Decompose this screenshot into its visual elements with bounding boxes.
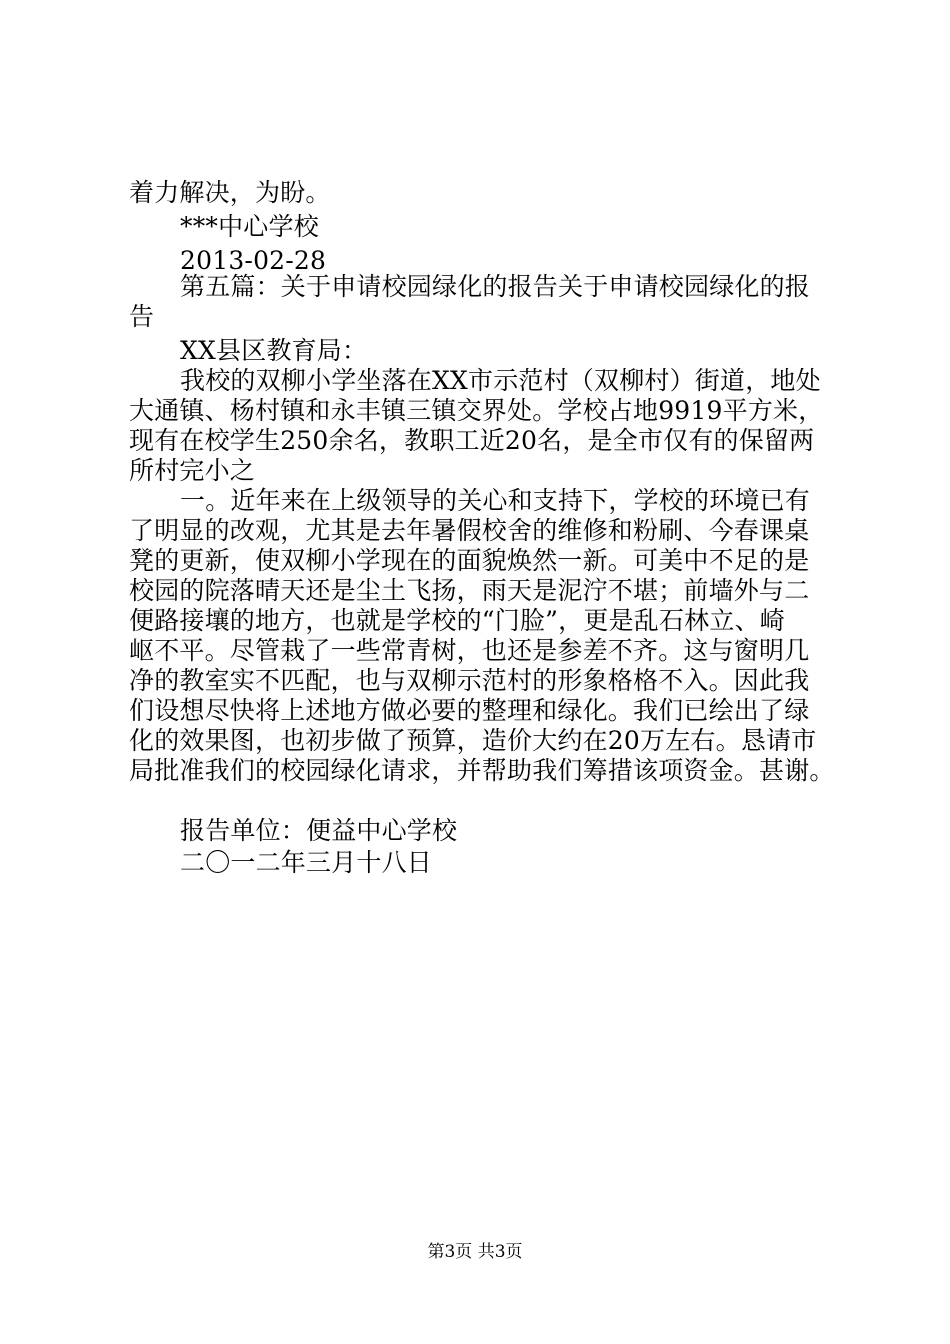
page-number-footer: 第3页 共3页 bbox=[427, 1242, 523, 1262]
paragraph-line: 现有在校学生250余名，教职工近20名，是全市仅有的保留两 bbox=[129, 426, 815, 455]
text-line-closing: 着力解决，为盼。 bbox=[129, 178, 331, 207]
text-line-signature-date: 2013-02-28 bbox=[180, 246, 327, 275]
text-line-report-unit: 报告单位：便益中心学校 bbox=[180, 816, 458, 845]
paragraph-line: 校园的院落晴天还是尘土飞扬，雨天是泥泞不堪；前墙外与二 bbox=[129, 576, 810, 605]
paragraph-line: 局批准我们的校园绿化请求，并帮助我们筹措该项资金。甚谢。 bbox=[129, 756, 835, 785]
paragraph-line: 便路接壤的地方，也就是学校的“门脸”，更是乱石林立、崎 bbox=[129, 606, 785, 635]
paragraph-line: 净的教室实不匹配，也与双柳示范村的形象格格不入。因此我 bbox=[129, 666, 810, 695]
text-line-signature-school: ***中心学校 bbox=[180, 212, 319, 241]
paragraph-line: 一。近年来在上级领导的关心和支持下，学校的环境已有 bbox=[180, 486, 811, 515]
paragraph-line: 岖不平。尽管栽了一些常青树，也还是参差不齐。这与窗明几 bbox=[129, 636, 810, 665]
text-line-report-date: 二〇一二年三月十八日 bbox=[180, 848, 433, 877]
text-line-addressee: XX县区教育局： bbox=[180, 336, 368, 365]
section-heading-continued: 告 bbox=[129, 302, 155, 331]
section-heading: 第五篇：关于申请校园绿化的报告关于申请校园绿化的报 bbox=[180, 272, 811, 301]
paragraph-line: 化的效果图，也初步做了预算，造价大约在20万左右。恳请市 bbox=[129, 726, 817, 755]
paragraph-line: 了明显的改观，尤其是去年暑假校舍的维修和粉刷、今春课桌 bbox=[129, 516, 810, 545]
paragraph-line: 所村完小之 bbox=[129, 456, 256, 485]
paragraph-line: 们设想尽快将上述地方做必要的整理和绿化。我们已绘出了绿 bbox=[129, 696, 810, 725]
paragraph-line: 凳的更新，使双柳小学现在的面貌焕然一新。可美中不足的是 bbox=[129, 546, 810, 575]
paragraph-line: 我校的双柳小学坐落在XX市示范村（双柳村）街道，地处 bbox=[180, 366, 821, 395]
paragraph-line: 大通镇、杨村镇和永丰镇三镇交界处。学校占地9919平方米， bbox=[129, 396, 824, 425]
